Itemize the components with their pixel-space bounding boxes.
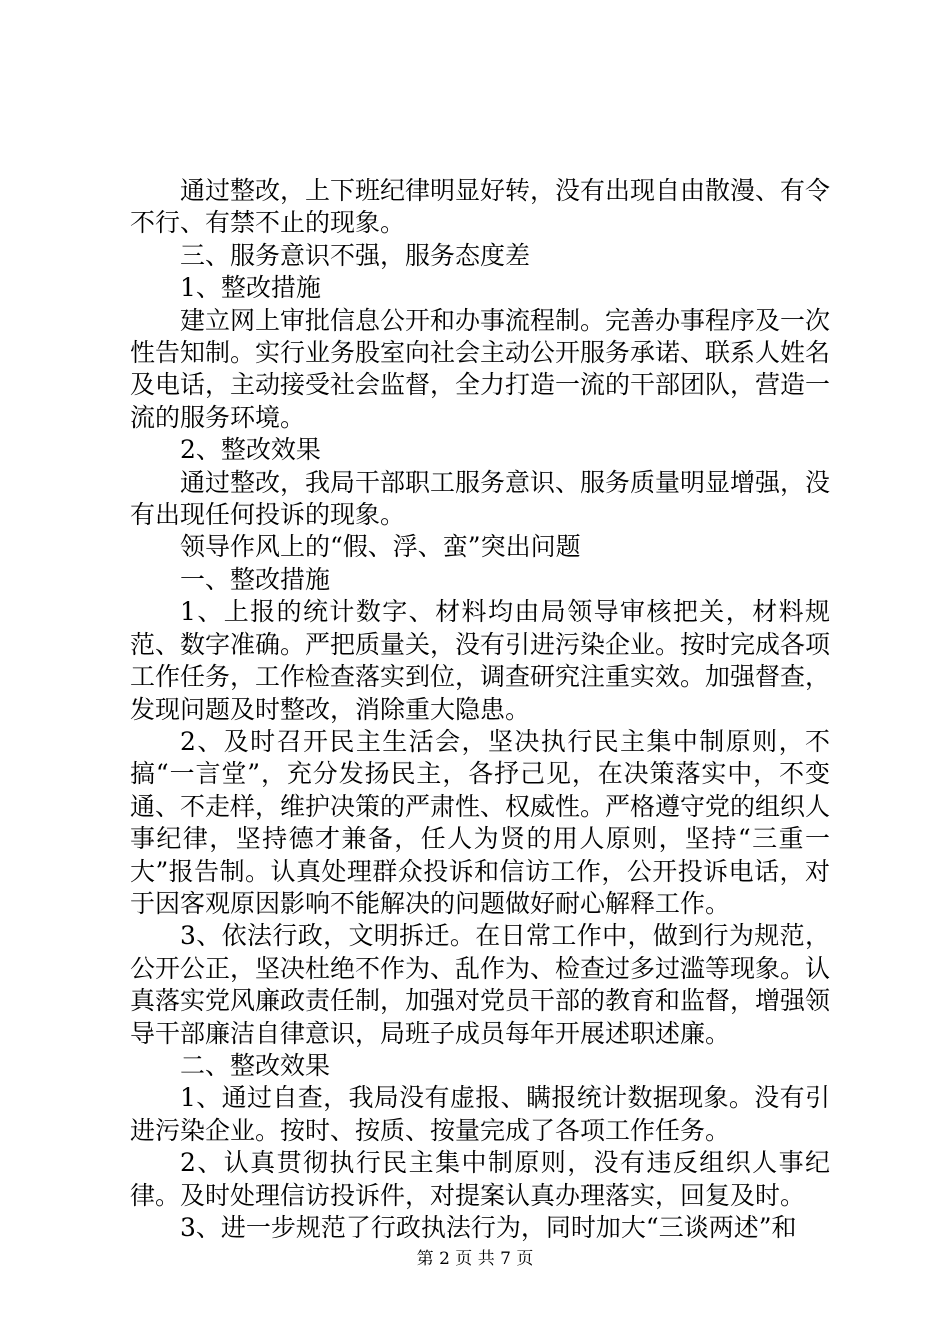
subheading-leadership-effects: 二、整改效果: [180, 1050, 331, 1080]
section-heading-leadership: 领导作风上的“假、浮、蛮”突出问题: [180, 532, 581, 562]
document-body: [130, 175, 830, 1244]
subheading-measures: 1、整改措施: [180, 273, 321, 303]
subheading-leadership-measures: 一、整改措施: [180, 564, 331, 594]
paragraph-effects: 通过整改，我局干部职工服务意识、服务质量明显增强，没有出现任何投诉的现象。: [130, 467, 831, 530]
paragraph-leadership-effect-2: 2、认真贯彻执行民主集中制原则，没有违反组织人事纪律。及时处理信访投诉件，对提案认真办理落实，回复及时。: [130, 1148, 830, 1210]
paragraph-leadership-measure-3: 3、依法行政，文明拆迁。在日常工作中，做到行为规范，公开公正，坚决杜绝不作为、乱作为、检查过多过滥等现象。认真落实党风廉政责任制，加强对党员干部的教育和监督，增强领导干部廉洁自律意识，局班子成员每年开展述职述廉。: [130, 921, 831, 1048]
subheading-effects: 2、整改效果: [180, 435, 321, 465]
paragraph-leadership-measure-2: 2、及时召开民主生活会，坚决执行民主集中制原则，不搞“一言堂”，充分发扬民主，各抒己见，在决策落实中，不变通、不走样，维护决策的严肃性、权威性。严格遵守党的组织人事纪律，坚持德才兼备，任人为贤的用人原则，坚持“三重一大”报告制。认真处理群众投诉和信访工作，公开投诉电话，对于因客观原因影响不能解决的问题做好耐心解释工作。: [130, 726, 831, 918]
paragraph-leadership-measure-1: 1、上报的统计数字、材料均由局领导审核把关，材料规范、数字准确。严把质量关，没有引进污染企业。按时完成各项工作任务，工作检查落实到位，调查研究注重实效。加强督查，发现问题及时整改，消除重大隐患。: [130, 597, 831, 724]
paragraph-leadership-effect-3: 3、进一步规范了行政执法行为，同时加大“三谈两述”和: [180, 1213, 797, 1242]
page-footer: [0, 1244, 950, 1269]
paragraph-leadership-effect-1: 1、通过自查，我局没有虚报、瞒报统计数据现象。没有引进污染企业。按时、按质、按量完成了各项工作任务。: [130, 1083, 830, 1145]
page-number-label: 第 2 页 共 7 页: [416, 1249, 534, 1269]
paragraph-measures: 建立网上审批信息公开和办事流程制。完善办事程序及一次性告知制。实行业务股室向社会主动公开服务承诺、联系人姓名及电话，主动接受社会监督，全力打造一流的干部团队，营造一流的服务环境。: [130, 305, 831, 432]
paragraph-1: 通过整改，上下班纪律明显好转，没有出现自由散漫、有令不行、有禁不止的现象。: [130, 176, 831, 238]
section-heading-service: 三、服务意识不强，服务态度差: [180, 240, 531, 270]
